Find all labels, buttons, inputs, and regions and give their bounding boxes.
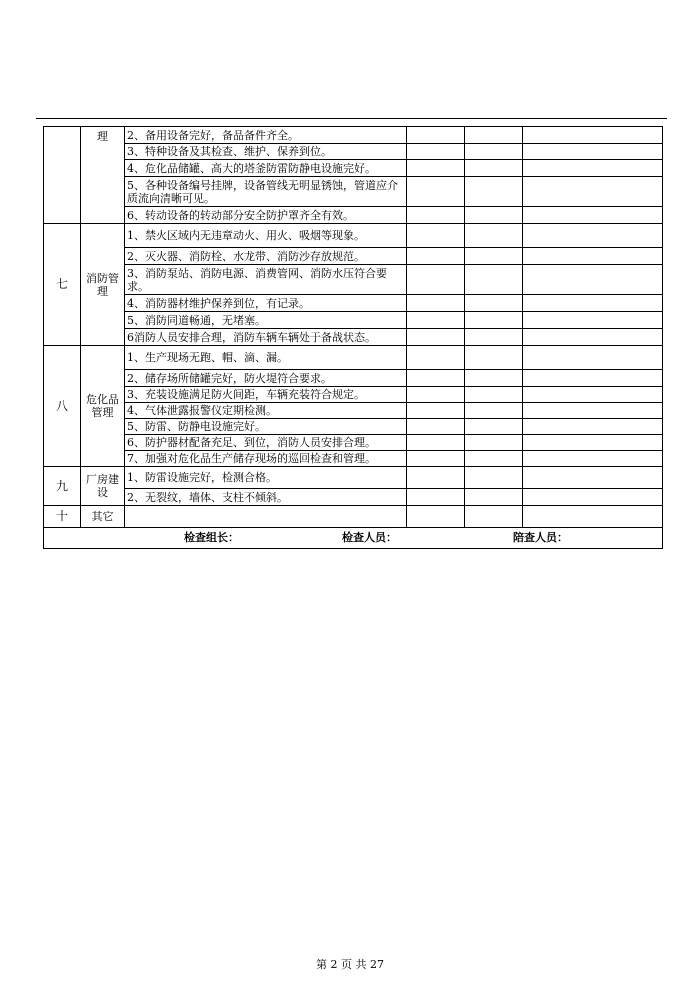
result-cell <box>465 265 523 295</box>
remark-cell <box>523 265 663 295</box>
signature-row <box>44 528 663 549</box>
result-cell <box>407 506 465 528</box>
remark-cell <box>523 127 663 144</box>
result-cell <box>407 127 465 144</box>
remark-cell <box>523 177 663 207</box>
check-item: 2、灭火器、消防栓、水龙带、消防沙存放规范。 <box>125 248 407 265</box>
remark-cell <box>523 403 663 419</box>
check-item: 1、防雷设施完好，检测合格。 <box>125 467 407 489</box>
check-item: 2、无裂纹，墙体、支柱不倾斜。 <box>125 489 407 506</box>
check-item: 7、加强对危化品生产储存现场的巡回检查和管理。 <box>125 451 407 467</box>
remark-cell <box>523 224 663 248</box>
check-item: 4、气体泄露报警仪定期检测。 <box>125 403 407 419</box>
inspection-table <box>43 126 663 549</box>
remark-cell <box>523 467 663 489</box>
result-cell <box>465 224 523 248</box>
result-cell <box>465 489 523 506</box>
section-number: 十 <box>44 506 81 528</box>
section-category: 消防管理 <box>81 224 125 346</box>
remark-cell <box>523 506 663 528</box>
section-category: 厂房建设 <box>81 467 125 506</box>
remark-cell <box>523 207 663 224</box>
result-cell <box>407 435 465 451</box>
result-cell <box>407 467 465 489</box>
check-item: 4、消防器材维护保养到位，有记录。 <box>125 295 407 312</box>
remark-cell <box>523 346 663 370</box>
remark-cell <box>523 248 663 265</box>
result-cell <box>407 346 465 370</box>
inspection-leader-label: 检查组长： <box>184 531 239 544</box>
result-cell <box>465 177 523 207</box>
check-item: 1、禁火区域内无违章动火、用火、吸烟等现象。 <box>125 224 407 248</box>
section-category: 其它 <box>81 506 125 528</box>
check-item: 2、备用设备完好，备品备件齐全。 <box>125 127 407 144</box>
header-rule <box>36 118 667 119</box>
result-cell <box>407 224 465 248</box>
result-cell <box>407 177 465 207</box>
remark-cell <box>523 144 663 160</box>
result-cell <box>465 312 523 329</box>
check-item: 6消防人员安排合理，消防车辆车辆处于备战状态。 <box>125 329 407 346</box>
result-cell <box>407 419 465 435</box>
check-item: 5、消防同道畅通，无堵塞。 <box>125 312 407 329</box>
result-cell <box>465 506 523 528</box>
result-cell <box>407 295 465 312</box>
check-item: 3、特种设备及其检查、维护、保养到位。 <box>125 144 407 160</box>
check-item: 3、充装设施满足防火间距，车辆充装符合规定。 <box>125 387 407 403</box>
result-cell <box>407 207 465 224</box>
remark-cell <box>523 387 663 403</box>
result-cell <box>407 265 465 295</box>
result-cell <box>407 387 465 403</box>
result-cell <box>465 346 523 370</box>
check-item: 5、各种设备编号挂牌，设备管线无明显锈蚀，管道应介质流向清晰可见。 <box>125 177 407 207</box>
result-cell <box>407 312 465 329</box>
check-item: 6、防护器材配备充足、到位，消防人员安排合理。 <box>125 435 407 451</box>
result-cell <box>465 387 523 403</box>
result-cell <box>407 144 465 160</box>
result-cell <box>407 451 465 467</box>
check-item <box>125 506 407 528</box>
result-cell <box>465 419 523 435</box>
result-cell <box>407 329 465 346</box>
check-item: 2、储存场所储罐完好，防火堤符合要求。 <box>125 370 407 387</box>
section-number: 七 <box>44 224 81 346</box>
result-cell <box>465 451 523 467</box>
check-item: 3、消防泵站、消防电源、消费管网、消防水压符合要求。 <box>125 265 407 295</box>
remark-cell <box>523 435 663 451</box>
result-cell <box>465 403 523 419</box>
section-category: 理 <box>81 127 125 224</box>
remark-cell <box>523 370 663 387</box>
result-cell <box>407 489 465 506</box>
result-cell <box>465 144 523 160</box>
result-cell <box>407 370 465 387</box>
remark-cell <box>523 419 663 435</box>
check-item: 4、危化品储罐、高大的塔釜防雷防静电设施完好。 <box>125 160 407 177</box>
result-cell <box>465 248 523 265</box>
check-item: 6、转动设备的转动部分安全防护罩齐全有效。 <box>125 207 407 224</box>
accompany-inspector-label: 陪查人员： <box>513 531 568 544</box>
inspector-label: 检查人员： <box>342 531 397 544</box>
section-number <box>44 127 81 224</box>
result-cell <box>465 127 523 144</box>
result-cell <box>465 467 523 489</box>
result-cell <box>407 160 465 177</box>
result-cell <box>465 329 523 346</box>
remark-cell <box>523 329 663 346</box>
result-cell <box>465 370 523 387</box>
check-item: 5、防雷、防静电设施完好。 <box>125 419 407 435</box>
check-item: 1、生产现场无跑、帽、滴、漏。 <box>125 346 407 370</box>
result-cell <box>465 435 523 451</box>
remark-cell <box>523 312 663 329</box>
result-cell <box>407 403 465 419</box>
result-cell <box>465 207 523 224</box>
result-cell <box>465 295 523 312</box>
section-number: 九 <box>44 467 81 506</box>
page-number: 第 2 页 共 27 <box>316 958 384 971</box>
remark-cell <box>523 489 663 506</box>
remark-cell <box>523 451 663 467</box>
result-cell <box>465 160 523 177</box>
remark-cell <box>523 295 663 312</box>
result-cell <box>407 248 465 265</box>
remark-cell <box>523 160 663 177</box>
section-number: 八 <box>44 346 81 467</box>
section-category: 危化品管理 <box>81 346 125 467</box>
